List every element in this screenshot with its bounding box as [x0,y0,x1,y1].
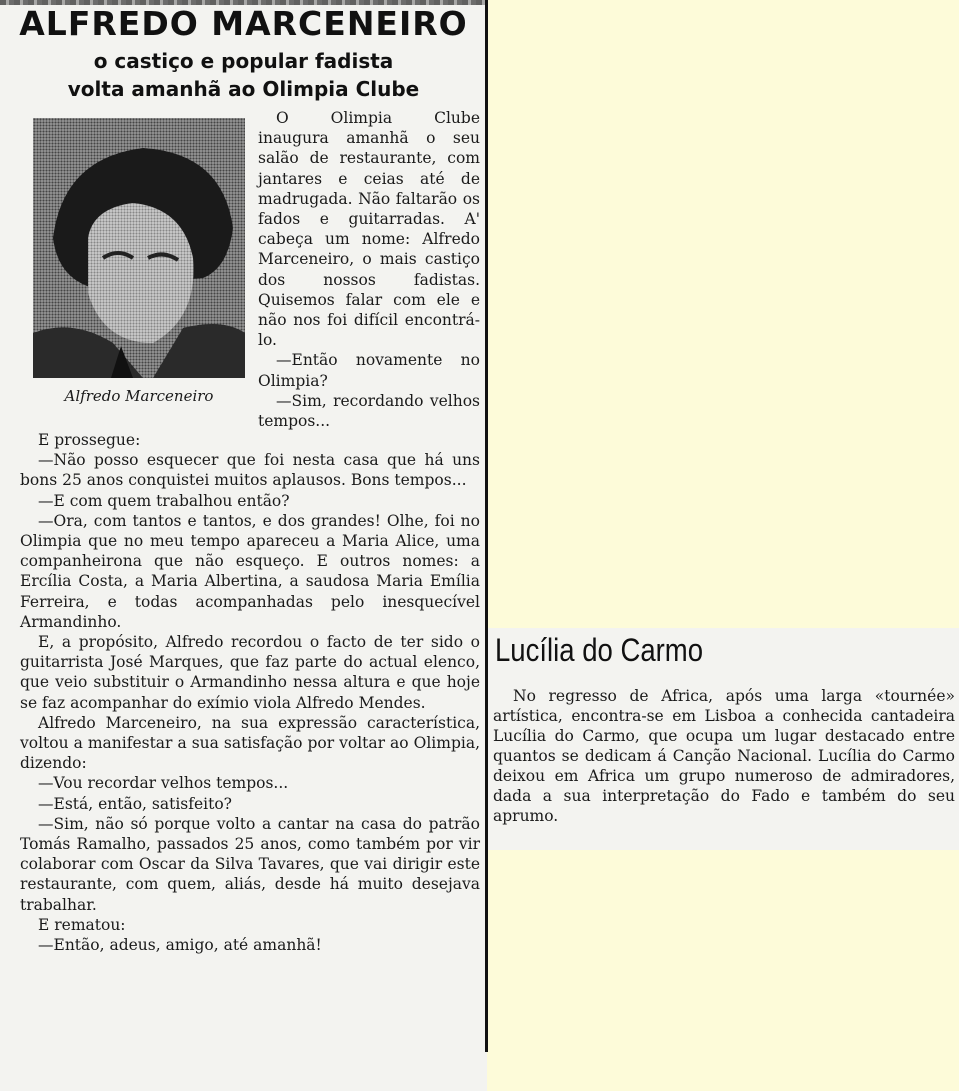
article-headline: ALFREDO MARCENEIRO [19,4,468,43]
paragraph: —Está, então, satisfeito? [38,794,232,813]
article-subhead-line2: volta amanhã ao Olimpia Clube [67,77,420,101]
photo-caption: Alfredo Marceneiro [64,387,214,405]
paragraph: —Então, adeus, amigo, até amanhã! [38,936,322,955]
paragraph: —E com quem trabalhou então? [38,491,290,510]
article-intro-column [258,108,480,431]
paragraph: —Não posso esquecer que foi nesta casa que há uns bons 25 anos conquistei muitos aplausos. Bons tempos... [20,451,480,490]
portrait-illustration [33,118,245,378]
side-article-body: No regresso de Africa, após uma larga «tournée» artística, encontra-se em Lisboa a conhecida cantadeira Lucília do Carmo, que ocupa um lugar destacado entre quantos se dedicam á Canção Nacional. Lucília do Carmo deixou em Africa um grupo numeroso de admiradores, dada a sua interpretação do Fado e também do seu aprumo. [493,687,955,825]
portrait-photo [33,118,245,378]
paragraph: E, a propósito, Alfredo recordou o facto de ter sido o guitarrista José Marques, que faz parte do actual elenco, que veio substituir o Armandinho nessa altura e que hoje se faz acompanhar do exímio viola Alfredo Mendes. [20,633,480,712]
paragraph: O Olimpia Clube inaugura amanhã o seu salão de restaurante, com jantares e ceias até de madrugada. Não faltarão os fados e guitarradas. A' cabeça um nome: Alfredo Marceneiro, o mais castiço dos nossos fadistas. Quisemos falar com ele e não nos foi difícil encontrá-lo. [258,109,480,350]
paragraph: E prossegue: [38,431,141,449]
paragraph: E rematou: [38,915,126,934]
paragraph: —Sim, recordando velhos tempos... [258,391,480,431]
paragraph: —Ora, com tantos e tantos, e dos grandes! Olhe, foi no Olimpia que no meu tempo apareceu a Maria Alice, uma companheirona que não esqueço. E outros nomes: a Ercília Costa, a Maria Albertina, a saudosa Maria Emília Ferreira, e todas acompanhadas pelo inesquecível Armandinho. [20,511,480,631]
article-body-column [20,430,480,955]
paragraph: —Então novamente no Olimpia? [258,351,480,390]
paragraph: —Vou recordar velhos tempos... [38,774,289,793]
article-subhead-line1: o castiço e popular fadista [93,49,394,73]
column-rule [485,0,488,1052]
side-article-title: Lucília do Carmo [495,632,704,668]
paragraph: Alfredo Marceneiro, na sua expressão característica, voltou a manifestar a sua satisfação por voltar ao Olimpia, dizendo: [20,713,480,773]
paragraph: —Sim, não só porque volto a cantar na casa do patrão Tomás Ramalho, passados 25 anos, como também por vir colaborar com Oscar da Silva Tavares, que vai dirigir este restaurante, com quem, aliás, desde há muito desejava trabalhar. [20,814,480,914]
